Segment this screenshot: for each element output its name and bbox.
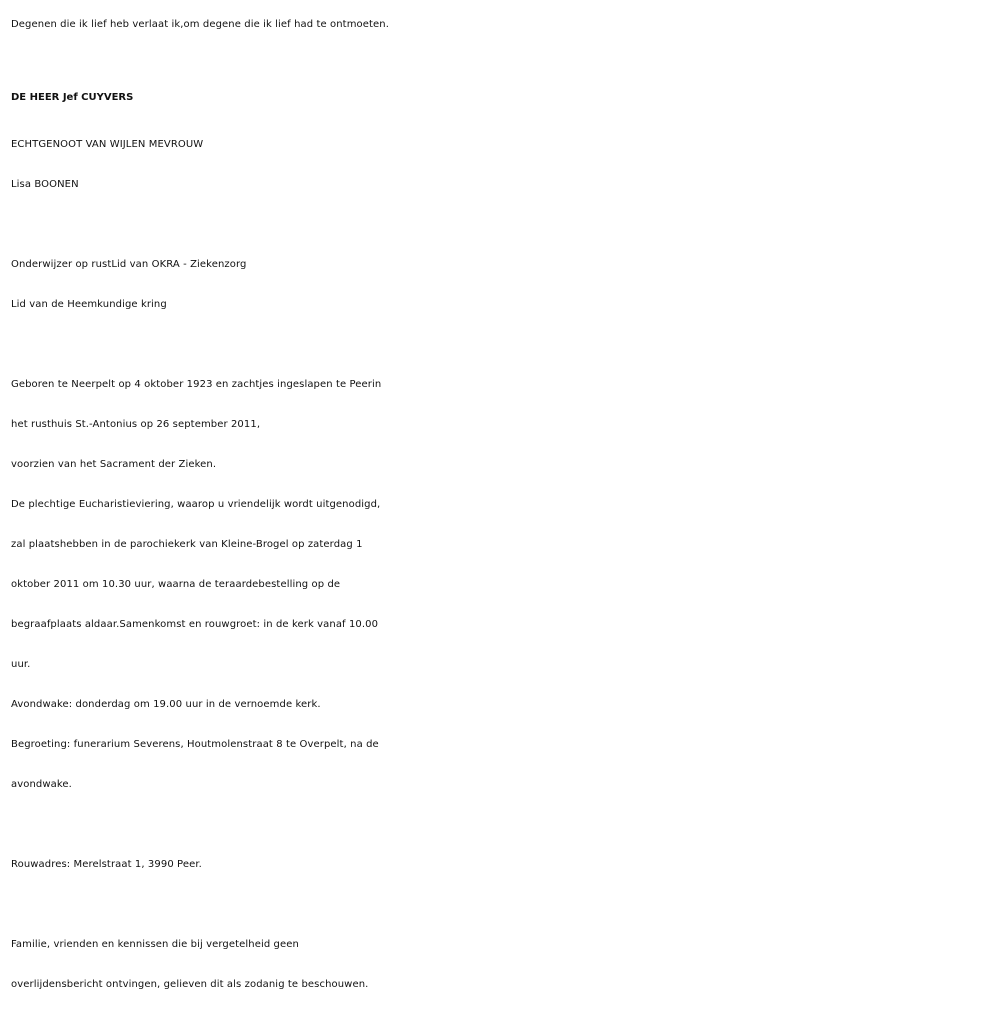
announcement-line: Begroeting: funerarium Severens, Houtmolenstraat 8 te Overpelt, na de: [11, 739, 379, 750]
name-heading: DE HEER Jef CUYVERS: [11, 92, 134, 103]
spouse-line-2: Lisa BOONEN: [11, 179, 79, 190]
announcement-block: [11, 365, 996, 805]
announcement-line: het rusthuis St.-Antonius op 26 september 2011,: [11, 419, 261, 430]
announcement-line: avondwake.: [11, 779, 72, 790]
spacer: [11, 205, 996, 245]
closing-line-2: overlijdensbericht ontvingen, gelieven dit als zodanig te beschouwen.: [11, 979, 369, 990]
spacer: [11, 885, 996, 925]
announcement-line: Avondwake: donderdag om 19.00 uur in de vernoemde kerk.: [11, 699, 321, 710]
announcement-line: zal plaatshebben in de parochiekerk van Kleine-Brogel op zaterdag 1: [11, 539, 363, 550]
announcement-line: oktober 2011 om 10.30 uur, waarna de teraardebestelling op de: [11, 579, 341, 590]
announcement-line: uur.: [11, 659, 31, 670]
motto-text: Degenen die ik lief heb verlaat ik,om degene die ik lief had te ontmoeten.: [11, 19, 389, 30]
closing-line-1: Familie, vrienden en kennissen die bij vergetelheid geen: [11, 939, 299, 950]
mourning-address: Rouwadres: Merelstraat 1, 3990 Peer.: [11, 859, 202, 870]
announcement-line: Geboren te Neerpelt op 4 oktober 1923 en zachtjes ingeslapen te Peerin: [11, 379, 382, 390]
spacer: [11, 325, 996, 365]
obituary-document: [11, 0, 996, 1005]
roles-line-1: Onderwijzer op rustLid van OKRA - Ziekenzorg: [11, 259, 247, 270]
announcement-line: begraafplaats aldaar.Samenkomst en rouwgroet: in de kerk vanaf 10.00: [11, 619, 379, 630]
spouse-line-1: ECHTGENOOT VAN WIJLEN MEVROUW: [11, 139, 204, 150]
spacer: [11, 805, 996, 845]
announcement-line: De plechtige Eucharistieviering, waarop u vriendelijk wordt uitgenodigd,: [11, 499, 381, 510]
announcement-line: voorzien van het Sacrament der Zieken.: [11, 459, 217, 470]
roles-line-2: Lid van de Heemkundige kring: [11, 299, 167, 310]
